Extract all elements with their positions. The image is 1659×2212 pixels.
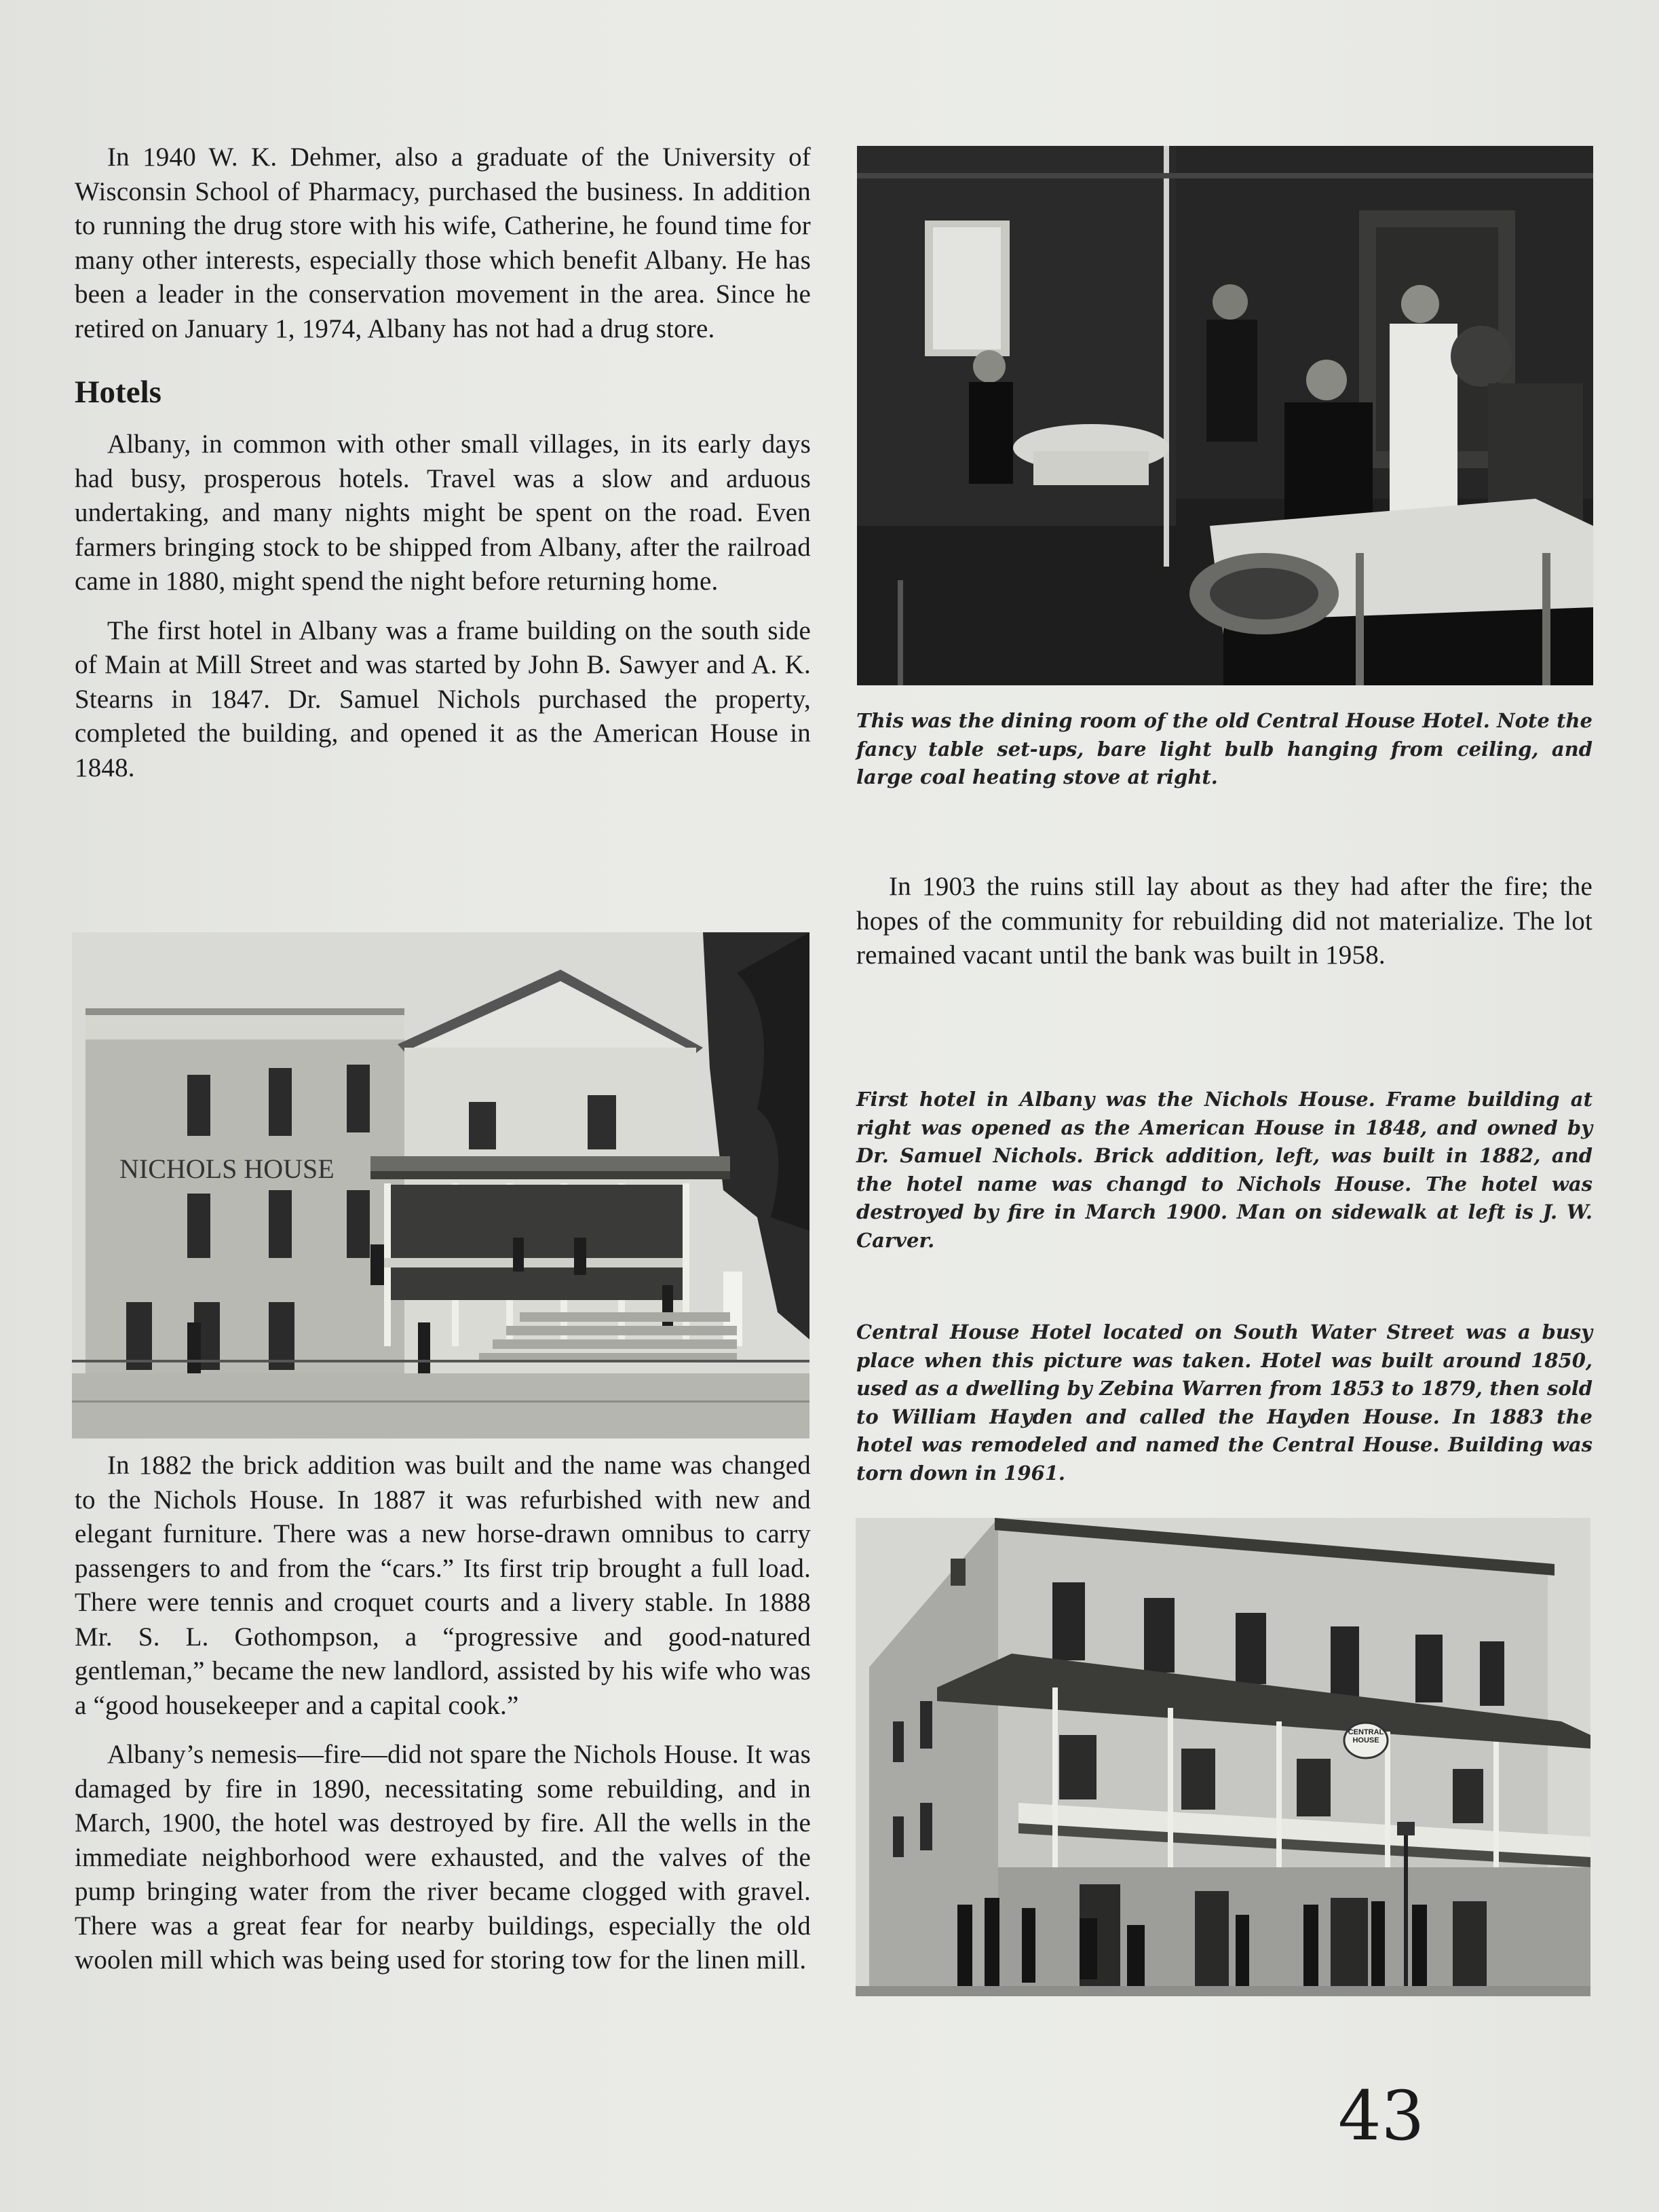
paragraph-travel: Albany, in common with other small villages, in its early days had busy, prosperous hotels. Travel was a slow and arduous undertaking, and many nights might be spent on the road. Even farmers bringing stock to be shipped from Albany, after the railroad came in 1880, might spend the night before returning home.: [75, 430, 811, 596]
nichols-house-sign: NICHOLS HOUSE: [119, 1153, 335, 1184]
caption-central-house: Central House Hotel located on South Water Street was a busy place when this picture was taken. Hotel was built around 1850, used as a dwelling by Zebina Warren from 1853 to 1879, then sold to William Hayden and called the Hayden House. In 1883 the hotel was remodeled and named the Central House. Building was torn down in 1961.: [856, 1320, 1593, 1485]
photo-dining-room: [857, 146, 1593, 685]
paragraph-1882: In 1882 the brick addition was built and the name was changed to the Nichols House. In 1887 it was refurbished with new and elegant furniture. There was a new horse-drawn omnibus to carry passengers to and from the “cars.” Its first trip brought a full load. There were tennis and croquet courts and a livery stable. In 1888 Mr. S. L. Gothompson, a “progressive and good-natured gentleman,” became the new landlord, assisted by his wife who was a “good housekeeper and a capital cook.”: [75, 1451, 811, 1720]
caption-dining-room: This was the dining room of the old Central House Hotel. Note the fancy table set-ups, bare light bulb hanging from ceiling, and large coal heating stove at right.: [856, 709, 1593, 788]
page-number: 43: [1338, 2076, 1425, 2156]
intro-paragraph: In 1940 W. K. Dehmer, also a graduate of the University of Wisconsin School of Pharmacy, purchased the business. In addition to running the drug store with his wife, Catherine, he found time for many other interests, especially those which benefit Albany. He has been a leader in the conservation movement in the area. Since he retired on January 1, 1974, Albany has not had a drug store.: [75, 142, 811, 343]
paragraph-1903: In 1903 the ruins still lay about as they had after the fire; the hopes of the community for rebuilding did not materialize. The lot remained vacant until the bank was built in 1958.: [856, 872, 1593, 970]
photo-nichols-house: [72, 932, 809, 1438]
left-column-bottom: [75, 1449, 811, 1978]
caption-block-dining: [856, 707, 1593, 792]
paragraph-first-hotel: The first hotel in Albany was a frame building on the south side of Main at Mill Street and was started by John B. Sawyer and A. K. Stearns in 1847. Dr. Samuel Nichols purchased the property, completed the building, and opened it as the American House in 1848.: [75, 615, 811, 782]
left-column-top: [75, 140, 811, 785]
caption-first-hotel: First hotel in Albany was the Nichols House. Frame building at right was opened as the American House in 1848, and owned by Dr. Samuel Nichols. Brick addition, left, was built in 1882, and the hotel name was changd to Nichols House. The hotel was destroyed by fire in March 1900. Man on sidewalk at left is J. W. Carver.: [856, 1088, 1593, 1252]
central-house-illustration: [856, 1518, 1590, 1996]
paragraph-block-1903: [856, 870, 1593, 973]
paragraph-fire: Albany’s nemesis—fire—did not spare the Nichols House. It was damaged by fire in 1890, necessitating some rebuilding, and in March, 1900, the hotel was destroyed by fire. All the wells in the immediate neighborhood were exhausted, and the valves of the pump bringing water from the river became clogged with gravel. There was a great fear for nearby buildings, especially the old woolen mill which was being used for storing tow for the linen mill.: [75, 1740, 811, 1975]
central-house-sign: CENTRAL HOUSE: [1348, 1728, 1384, 1744]
caption-block-first-hotel: [856, 1086, 1593, 1255]
section-heading-hotels: Hotels: [75, 375, 161, 410]
nichols-house-illustration: [72, 932, 809, 1438]
dining-room-illustration: [857, 146, 1593, 685]
caption-block-central-house: [856, 1318, 1593, 1487]
photo-central-house: [856, 1518, 1590, 1996]
